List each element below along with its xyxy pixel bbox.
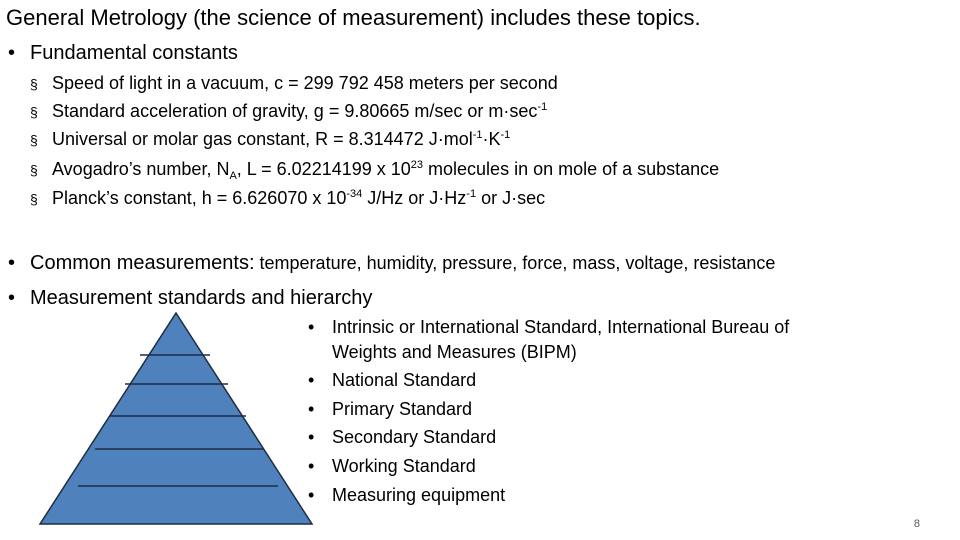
constant-text: molecules in on mole of a substance [423,159,720,179]
bullet-fundamental-constants [8,40,238,66]
level-label: Primary Standard [332,399,473,419]
superscript: -1 [466,188,477,200]
level-label: National Standard [332,370,477,390]
constant-planck [30,186,545,211]
bullet-marker: • [8,42,16,64]
sub-bullet-marker: § [30,104,38,120]
constant-gas [30,127,510,152]
level-label: Secondary Standard [332,427,497,447]
bullet-marker: • [308,399,315,419]
bullet-marker: • [308,317,315,337]
bullet-marker: • [8,252,16,274]
bullet-measurement-standards [8,285,372,311]
pyramid-body [40,313,312,524]
common-measurements-label: Common measurements: [30,252,255,274]
bullet-common-measurements [8,250,775,276]
superscript: -34 [346,188,363,200]
level-international [308,315,789,339]
slide-title: General Metrology (the science of measurement) includes these topics. [6,5,701,30]
superscript: 23 [410,159,424,171]
level-measuring-equipment [308,483,505,507]
level-label: Measuring equipment [332,485,506,505]
level-international-continued [332,340,577,364]
sub-bullet-marker: § [30,76,38,92]
constant-text: Standard acceleration of gravity, g = 9.80665 m/sec or m·sec [52,101,538,121]
constant-text: or J·sec [476,188,546,208]
level-secondary [308,425,496,449]
measurement-standards-heading: Measurement standards and hierarchy [30,287,373,309]
level-label: Intrinsic or International Standard, International Bureau of [332,317,790,337]
standards-pyramid [38,312,314,526]
bullet-marker: • [308,427,315,447]
fundamental-constants-heading: Fundamental constants [30,42,238,64]
constant-text: Planck’s constant, h = 6.626070 x 10 [52,188,347,208]
sub-bullet-marker: § [30,191,38,207]
level-primary [308,397,472,421]
bullet-marker: • [308,456,315,476]
sub-bullet-marker: § [30,162,38,178]
constant-text: Speed of light in a vacuum, c = 299 792 458 meters per second [52,73,558,93]
constant-gravity [30,99,547,124]
constant-text: ·K [482,129,501,149]
level-national [308,368,476,392]
page-number: 8 [913,518,920,530]
constant-text: J/Hz or J·Hz [362,188,467,208]
subscript: A [229,170,237,182]
level-label: Weights and Measures (BIPM) [332,342,577,362]
bullet-marker: • [8,287,16,309]
constant-speed-of-light [30,71,558,96]
common-measurements-detail: temperature, humidity, pressure, force, mass, voltage, resistance [254,253,776,273]
level-working [308,454,476,478]
bullet-marker: • [308,485,315,505]
constant-text: Avogadro’s number, N [52,159,230,179]
sub-bullet-marker: § [30,132,38,148]
constant-text: , L = 6.02214199 x 10 [236,159,411,179]
superscript: -1 [537,101,548,113]
level-label: Working Standard [332,456,476,476]
superscript: -1 [472,129,483,141]
constant-text: Universal or molar gas constant, R = 8.314472 J·mol [52,129,473,149]
constant-avogadro [30,157,719,182]
superscript: -1 [500,129,511,141]
bullet-marker: • [308,370,315,390]
